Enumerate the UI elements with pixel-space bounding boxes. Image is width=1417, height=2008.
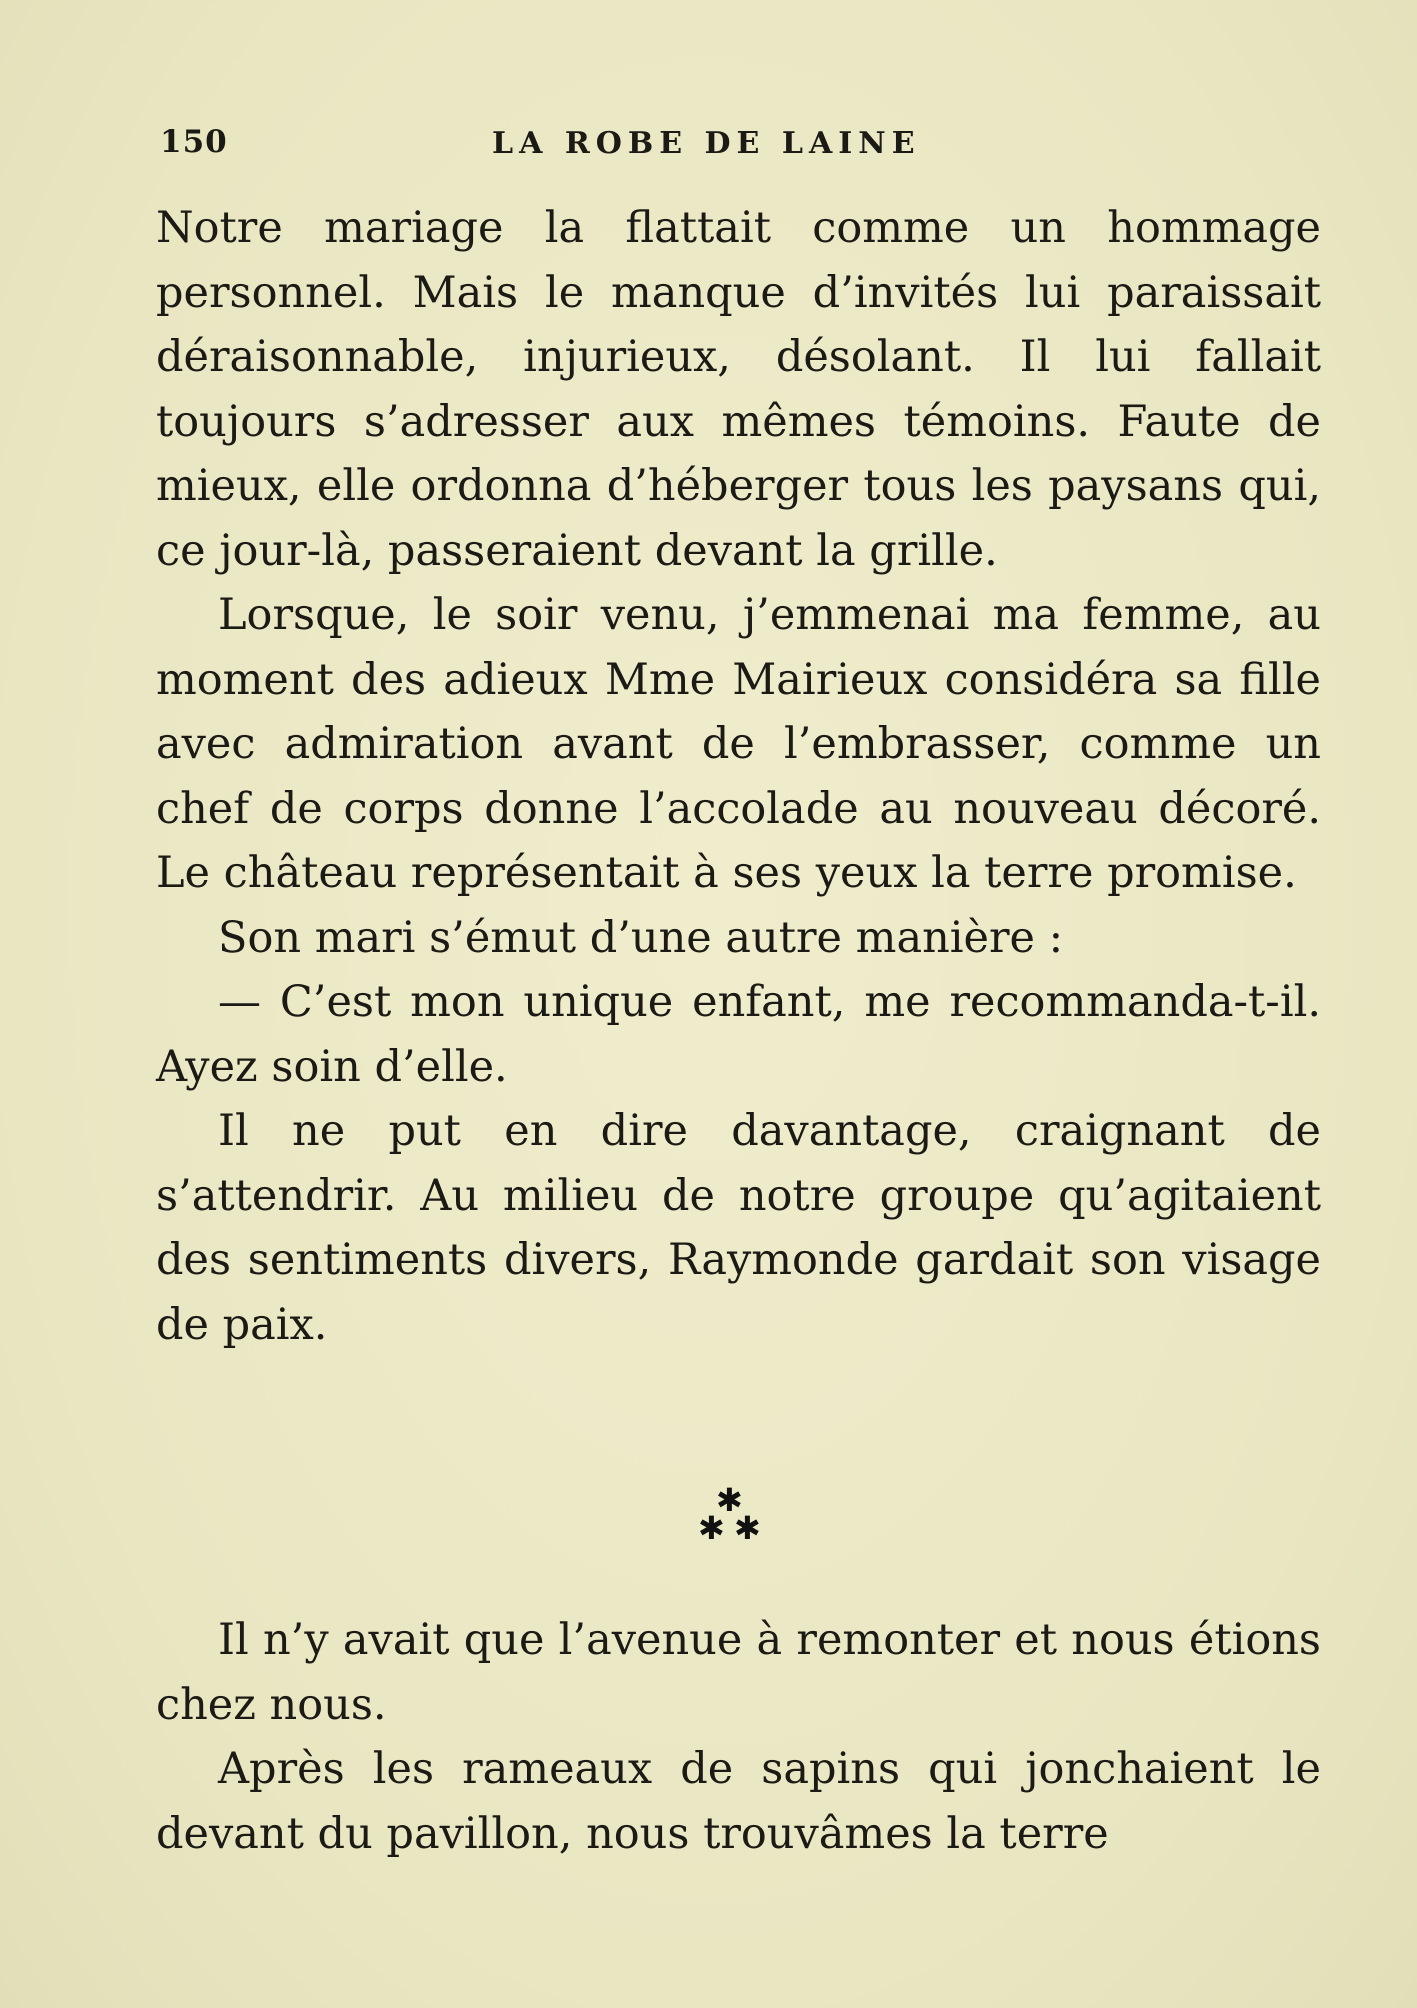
asterisk-ornament: ✱ [734,1509,761,1547]
page-header [160,118,1320,178]
section-break-asterism [690,1481,770,1554]
paragraph: Il n’y avait que l’avenue à remonter et nous étions chez nous. [156,1615,1321,1730]
paragraph: Après les rameaux de sapins qui jonchaient le devant du pavillon, nous trouvâmes la terre [156,1744,1321,1859]
paragraph: Il ne put en dire davantage, craignant de s’attendrir. Au milieu de notre groupe qu’agitaient des sentiments divers, Raymonde gardait son visage de paix. [156,1106,1321,1350]
paragraph: Notre mariage la flattait comme un hommage personnel. Mais le manque d’invités lui paraissait déraisonnable, injurieux, désolant. Il lui fallait toujours s’adresser aux mêmes témoins. Faute de mieux, elle ordonna d’héberger tous les paysans qui, ce jour-là, passeraient devant la grille. [156,203,1321,576]
text-block-main [156,196,1321,1357]
running-title: LA ROBE DE LAINE [492,126,921,161]
text-block-continued [156,1608,1321,1866]
asterisk-ornament: ✱ [698,1509,725,1547]
asterisk-ornament: ✱ [716,1481,743,1519]
dialogue-paragraph: — C’est mon unique enfant, me recommanda-t-il. Ayez soin d’elle. [156,977,1321,1092]
paragraph: Son mari s’émut d’une autre manière : [218,912,1064,963]
page-number: 150 [160,124,228,160]
paragraph: Lorsque, le soir venu, j’emmenai ma femme, au moment des adieux Mme Mairieux considéra sa fille avec admiration avant de l’embrasser, comme un chef de corps donne l’accolade au nouveau décoré. Le château représentait à ses yeux la terre promise. [156,590,1321,898]
